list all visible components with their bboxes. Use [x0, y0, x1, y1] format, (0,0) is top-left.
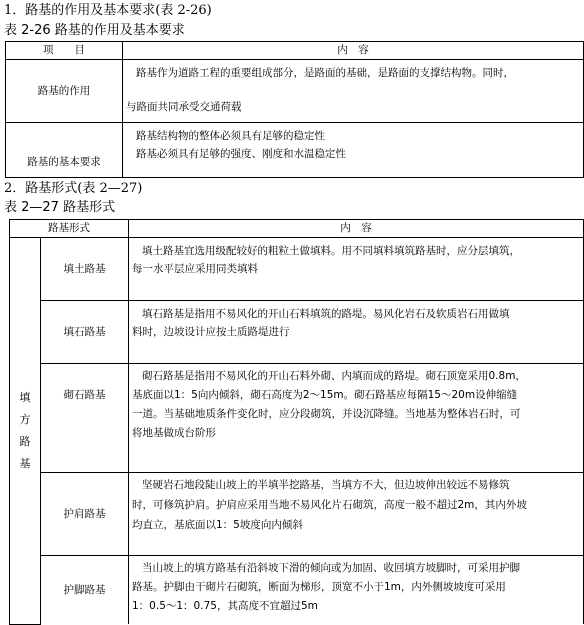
group-char: 方	[19, 412, 31, 426]
group-char: 填	[19, 390, 31, 404]
table-header	[6, 42, 584, 60]
table-2-27	[9, 219, 584, 625]
content-line: 当山坡上的填方路基有沿斜坡下滑的倾向或为加固、收回填方坡脚时，可采用护脚	[142, 562, 520, 574]
group-char: 基	[19, 456, 31, 470]
row-content	[129, 364, 584, 473]
content-line: 基底面以1：5向内倾斜，砌石高度为2～15m。砌石路基应每隔15～20m设伸缩缝	[132, 389, 518, 401]
table-row	[10, 556, 584, 625]
row-content	[123, 123, 584, 178]
row-name: 路基的基本要求	[6, 123, 123, 178]
table-row	[6, 123, 584, 178]
content-line: 料时，边坡设计应按土质路堤进行	[132, 326, 290, 338]
content-line: 一道。当基础地质条件变化时，应分段砌筑，并设沉降缝。当地基为整体岩石时，可	[132, 408, 521, 420]
table-row	[10, 238, 584, 301]
row-content	[123, 60, 584, 123]
row-name: 护脚路基	[41, 556, 129, 625]
row-content	[129, 473, 584, 556]
table-row	[10, 301, 584, 364]
section2-caption: 表 2—27 路基形式	[4, 200, 116, 215]
content-line: 与路面共同承受交通荷载	[126, 101, 242, 113]
row-content	[129, 301, 584, 364]
header-form: 路基形式	[10, 220, 129, 238]
row-name: 砌石路基	[41, 364, 129, 473]
row-content	[129, 238, 584, 301]
content-line: 路基结构物的整体必须具有足够的稳定性	[136, 130, 325, 142]
content-line: 路基必须具有足够的强度、刚度和水温稳定性	[136, 148, 346, 160]
table-row	[6, 60, 584, 123]
content-line: 砌石路基是指用不易风化的开山石料外砌、内填而成的路堤。砌石顶宽采用0.8m，	[142, 370, 526, 382]
table-row	[10, 364, 584, 473]
content-line: 时，可修筑护肩。护肩应采用当地不易风化片石砌筑，高度一般不超过2m，其内外坡	[132, 499, 527, 511]
header-item: 项 目	[6, 42, 123, 60]
header-content: 内 容	[123, 42, 584, 60]
content-line: 填石路基是指用不易风化的开山石料填筑的路堤。易风化岩石及软质岩石用做填	[142, 308, 510, 320]
row-content	[129, 556, 584, 625]
content-line: 均直立，基底面以1：5坡度向内倾斜	[132, 519, 303, 531]
table-header	[10, 220, 584, 238]
row-name: 填石路基	[41, 301, 129, 364]
content-line: 每一水平层应采用同类填料	[132, 263, 258, 275]
row-name: 路基的作用	[6, 60, 123, 123]
section1-heading: 1．路基的作用及基本要求(表 2-26)	[4, 3, 212, 18]
group-label	[10, 238, 41, 625]
content-line: 路基。护脚由干砌片石砌筑，断面为梯形，顶宽不小于1m，内外侧坡坡度可采用	[132, 581, 506, 593]
group-char: 路	[19, 434, 31, 448]
table-2-26	[5, 41, 584, 178]
content-line: 1：0.5～1：0.75，其高度不宜超过5m	[132, 600, 318, 612]
header-content: 内 容	[129, 220, 584, 238]
content-line: 将地基做成台阶形	[132, 427, 216, 439]
table-row	[10, 473, 584, 556]
content-line: 填土路基宜选用级配较好的粗粒土做填料。用不同填料填筑路基时，应分层填筑，	[142, 245, 520, 257]
content-line: 路基作为道路工程的重要组成部分，是路面的基础，是路面的支撑结构物。同时，	[136, 67, 514, 79]
section1-caption: 表 2-26 路基的作用及基本要求	[4, 23, 185, 38]
row-name: 填土路基	[41, 238, 129, 301]
content-line: 坚硬岩石地段陡山坡上的半填半挖路基，当填方不大，但边坡伸出较远不易修筑	[142, 479, 510, 491]
section2-heading: 2．路基形式(表 2—27)	[4, 181, 143, 196]
row-name: 护肩路基	[41, 473, 129, 556]
